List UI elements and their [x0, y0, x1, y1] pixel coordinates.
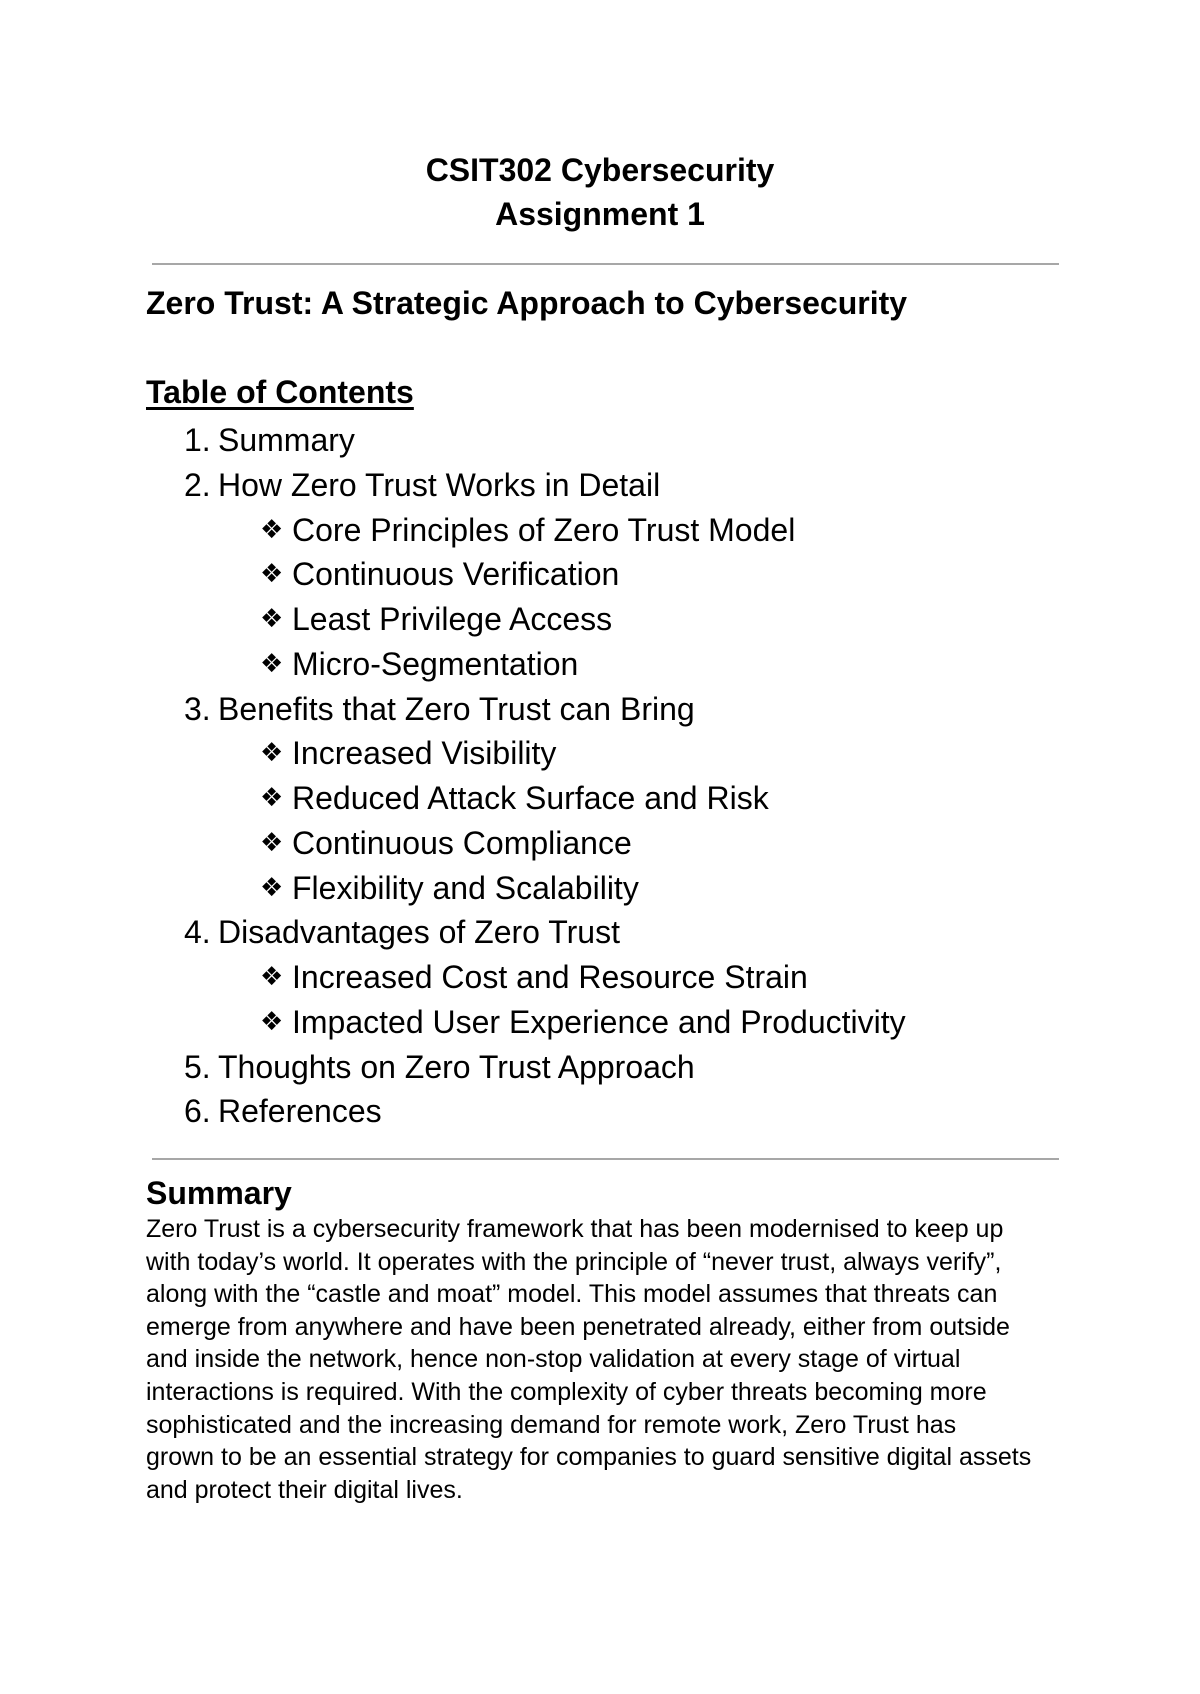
toc-item	[146, 1045, 1146, 1090]
document-title: Zero Trust: A Strategic Approach to Cybersecurity	[146, 285, 908, 321]
toc-item	[146, 910, 1146, 955]
toc-item-label: Summary	[218, 422, 355, 458]
toc-item	[146, 463, 1146, 508]
toc-item-number: 3.	[184, 690, 211, 727]
toc-subitem-label: Increased Visibility	[292, 735, 557, 772]
four-diamond-bullet-icon: ❖	[260, 1006, 284, 1037]
toc-subitem	[146, 866, 1146, 911]
toc-subitem	[146, 508, 1146, 553]
toc-item-label: References	[218, 1093, 382, 1130]
toc-subitem	[146, 552, 1146, 597]
toc-subitem	[146, 955, 1146, 1000]
top-divider	[152, 263, 1059, 265]
toc-heading: Table of Contents	[146, 374, 414, 410]
toc-subitem-label: Increased Cost and Resource Strain	[292, 959, 808, 995]
toc-item-label: Disadvantages of Zero Trust	[218, 914, 620, 951]
toc-item	[146, 1089, 1146, 1134]
summary-line: with today’s world. It operates with the principle of “never trust, always verify”,	[146, 1247, 1002, 1276]
toc-subitem-label: Least Privilege Access	[292, 601, 613, 637]
toc-item-number: 2.	[184, 466, 211, 503]
toc-subitem-label: Core Principles of Zero Trust Model	[292, 511, 796, 548]
toc-subitem-label: Flexibility and Scalability	[292, 869, 639, 906]
four-diamond-bullet-icon: ❖	[260, 559, 284, 590]
four-diamond-bullet-icon: ❖	[260, 738, 284, 769]
summary-line: emerge from anywhere and have been penetrated already, either from outside	[146, 1312, 1010, 1341]
summary-heading: Summary	[146, 1175, 292, 1211]
toc-subitem-label: Impacted User Experience and Productivity	[292, 1003, 906, 1040]
toc-subitem-label: Reduced Attack Surface and Risk	[292, 780, 769, 816]
toc-subitem	[146, 776, 1146, 821]
table-of-contents	[146, 418, 1146, 1134]
toc-subitem	[146, 597, 1146, 642]
toc-item	[146, 687, 1146, 732]
four-diamond-bullet-icon: ❖	[260, 514, 284, 545]
toc-item-number: 5.	[184, 1048, 211, 1085]
summary-paragraph	[146, 1213, 1076, 1506]
toc-item-number: 4.	[184, 914, 211, 951]
toc-item-label: How Zero Trust Works in Detail	[218, 466, 661, 503]
toc-subitem	[146, 731, 1146, 776]
summary-line: sophisticated and the increasing demand for remote work, Zero Trust has	[146, 1410, 957, 1439]
four-diamond-bullet-icon: ❖	[260, 648, 284, 679]
summary-line: along with the “castle and moat” model. This model assumes that threats can	[146, 1280, 998, 1309]
toc-subitem	[146, 642, 1146, 687]
four-diamond-bullet-icon: ❖	[260, 604, 284, 634]
four-diamond-bullet-icon: ❖	[260, 962, 284, 992]
summary-line: grown to be an essential strategy for companies to guard sensitive digital assets	[146, 1443, 1032, 1472]
toc-subitem-label: Continuous Verification	[292, 556, 620, 593]
toc-item	[146, 418, 1146, 463]
toc-item-label: Thoughts on Zero Trust Approach	[218, 1048, 695, 1085]
four-diamond-bullet-icon: ❖	[260, 827, 284, 858]
toc-item-number: 1.	[184, 422, 211, 458]
bottom-divider	[152, 1158, 1059, 1160]
assignment-title: Assignment 1	[495, 196, 705, 232]
toc-subitem	[146, 1000, 1146, 1045]
toc-subitem-label: Micro-Segmentation	[292, 645, 579, 682]
toc-item-label: Benefits that Zero Trust can Bring	[218, 690, 695, 727]
four-diamond-bullet-icon: ❖	[260, 872, 284, 903]
toc-subitem-label: Continuous Compliance	[292, 824, 632, 861]
summary-line: and inside the network, hence non-stop validation at every stage of virtual	[146, 1345, 961, 1374]
summary-line: and protect their digital lives.	[146, 1475, 463, 1504]
toc-item-number: 6.	[184, 1093, 211, 1130]
four-diamond-bullet-icon: ❖	[260, 783, 284, 813]
summary-line: Zero Trust is a cybersecurity framework that has been modernised to keep up	[146, 1215, 1004, 1243]
course-title: CSIT302 Cybersecurity	[425, 152, 775, 188]
toc-subitem	[146, 821, 1146, 866]
summary-line: interactions is required. With the complexity of cyber threats becoming more	[146, 1377, 987, 1406]
